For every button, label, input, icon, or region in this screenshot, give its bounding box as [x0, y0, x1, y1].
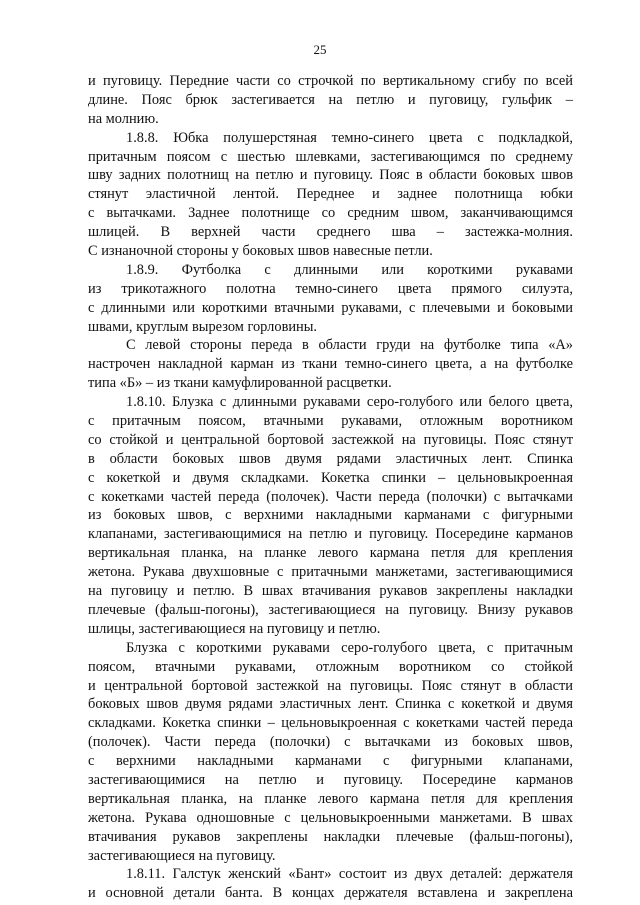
text-line: шлицей. В верхней части среднего шва – застежка-молния.: [88, 224, 573, 241]
text-line: вертикальная планка, на планке левого кармана петля для крепления: [88, 790, 573, 807]
text-line: с кокетками частей переда (полочек). Части переда (полочки) с вытачками: [88, 488, 573, 505]
text-line: 1.8.8. Юбка полушерстяная темно-синего цвета с подкладкой,: [126, 129, 573, 146]
text-line: шлицы, застегивающиеся на пуговицу и петлю.: [88, 620, 381, 637]
text-line: типа «Б» – из ткани камуфлированной расцветки.: [88, 375, 392, 392]
text-line: на пуговицу и петлю. В швах втачивания рукавов закреплены накладки: [88, 583, 573, 600]
text-line: стянут эластичной лентой. Переднее и заднее полотнища юбки: [88, 186, 573, 203]
text-line: длине. Пояс брюк застегивается на петлю и пуговицу, гульфик –: [88, 91, 573, 108]
text-line: на молнию.: [88, 110, 159, 127]
text-line: и центральной бортовой застежкой на пуговицы. Пояс стянут в области: [88, 677, 573, 694]
text-line: из боковых швов, с верхними накладными карманами с фигурными: [88, 507, 573, 524]
text-line: С изнаночной стороны у боковых швов навесные петли.: [88, 243, 433, 260]
text-line: с длинными или короткими втачными рукавами, с плечевыми и боковыми: [88, 299, 573, 316]
text-line: застегивающимися на петлю и пуговицу. Посередине карманов: [88, 771, 573, 788]
text-line: с кокеткой и двумя складками. Кокетка спинки – цельновыкроенная: [88, 469, 573, 486]
text-line: и пуговицу. Передние части со строчкой по вертикальному сгибу по всей: [88, 73, 573, 89]
text-line: с притачным поясом, втачными рукавами, отложным воротником: [88, 413, 573, 430]
text-line: и основной детали банта. В концах держателя вставлена и закреплена: [88, 885, 573, 902]
text-line: плечевые (фальш-погоны), застегивающиеся на пуговицу. Внизу рукавов: [88, 601, 573, 618]
text-line: жетона. Рукава двухшовные с притачными манжетами, застегивающимися: [88, 564, 573, 581]
text-line: складками. Кокетка спинки – цельновыкроенная с кокетками частей переда: [88, 715, 573, 732]
text-line: Блузка с короткими рукавами серо-голубого цвета, с притачным: [126, 639, 573, 656]
text-line: притачным поясом с шестью шлевками, застегивающимся по среднему: [88, 148, 573, 165]
text-line: С левой стороны переда в области груди на футболке типа «А»: [126, 337, 573, 354]
text-line: вертикальная планка, на планке левого кармана петля для крепления: [88, 545, 573, 562]
text-line: боковых швов двумя рядами эластичных лент. Спинка с кокеткой и двумя: [88, 696, 573, 713]
text-line: 1.8.9. Футболка с длинными или короткими рукавами: [126, 261, 573, 278]
text-line: из трикотажного полотна темно-синего цвета прямого силуэта,: [88, 280, 573, 297]
text-line: с вытачками. Заднее полотнище со средним швом, заканчивающимся: [88, 205, 573, 222]
text-line: 1.8.10. Блузка с длинными рукавами серо-голубого или белого цвета,: [126, 394, 573, 411]
text-line: с верхними накладными карманами с фигурными клапанами,: [88, 753, 573, 770]
text-line: поясом, втачными рукавами, отложным воротником со стойкой: [88, 658, 573, 675]
text-line: швами, круглым вырезом горловины.: [88, 318, 318, 335]
text-line: настрочен накладной карман из ткани темно-синего цвета, а на футболке: [88, 356, 573, 373]
page-number: 25: [313, 42, 327, 57]
text-line: шву задних полотнищ на петлю и пуговицу. Пояс в области боковых швов: [88, 167, 573, 184]
document-body-text: [88, 72, 573, 903]
text-line: со стойкой и центральной бортовой застежкой на пуговицы. Пояс стянут: [88, 431, 573, 448]
text-line: клапанами, застегивающимися на петлю и пуговицу. Посередине карманов: [88, 526, 573, 543]
text-line: жетона. Рукава одношовные с цельновыкроенными манжетами. В швах: [88, 809, 573, 826]
text-line: (полочек). Части переда (полочки) с вытачками из боковых швов,: [88, 734, 573, 751]
text-line: застегивающиеся на пуговицу.: [88, 847, 276, 864]
text-line: втачивания рукавов закреплены накладки плечевые (фальш-погоны),: [88, 828, 573, 845]
text-line: в области боковых швов двумя рядами эластичных лент. Спинка: [88, 450, 573, 467]
text-line: 1.8.11. Галстук женский «Бант» состоит из двух деталей: держателя: [126, 866, 573, 883]
